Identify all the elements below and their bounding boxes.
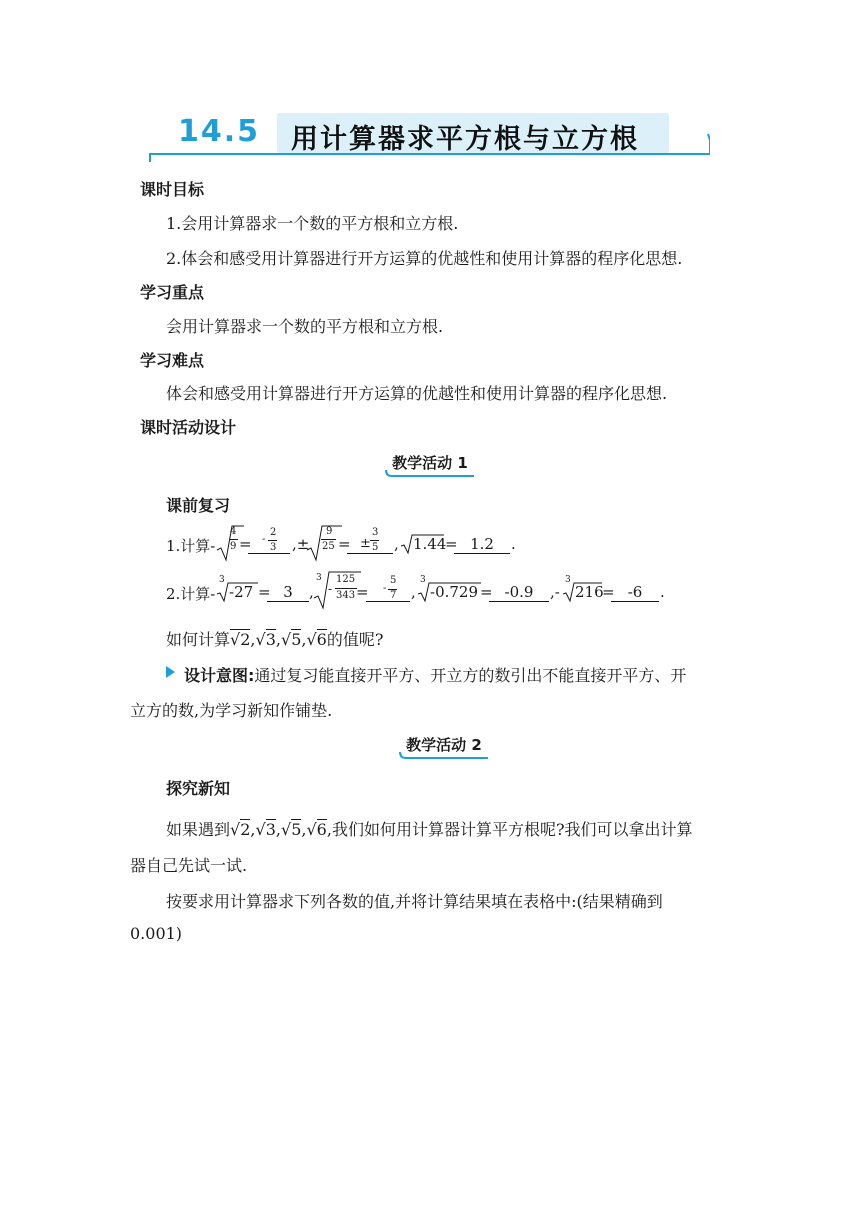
q2-index-1: 3: [219, 575, 225, 585]
p1-root-5: √: [280, 820, 292, 839]
q1-a1-sign: -: [262, 534, 266, 545]
q2-f-bar: [335, 588, 357, 589]
q2-r4: 216: [575, 583, 604, 601]
activity-2-label: 教学活动 2: [406, 736, 482, 754]
q2-r1: -27: [229, 583, 254, 601]
q-root-5: √: [280, 630, 292, 649]
q2-eq4: =: [602, 583, 615, 601]
q2-index-2: 3: [316, 573, 322, 583]
q1-answer-3: 1.2: [454, 535, 510, 554]
p1-prefix: 如果遇到: [166, 820, 231, 839]
subheading-explore: 探究新知: [166, 779, 231, 798]
q-radicand-3: 5: [291, 630, 302, 649]
design-intent-line-1: [184, 663, 686, 686]
activity-underline: [370, 452, 490, 480]
p1-root-2: √: [230, 820, 241, 839]
q2-f-num: 125: [336, 574, 356, 585]
q2-f-sign: -: [328, 582, 333, 596]
q2-index-4: 3: [565, 575, 571, 585]
p1-radicand-4: 6: [316, 820, 327, 839]
q1-end: .: [511, 535, 516, 553]
q-radicand-4: 6: [316, 630, 327, 649]
heading-design: 课时活动设计: [140, 418, 237, 437]
q2-neg: ,-: [550, 583, 560, 601]
question-suffix: 的值呢?: [326, 630, 384, 649]
goal-1: 1.会用计算器求一个数的平方根和立方根.: [166, 214, 459, 233]
q2-a2-num: 5: [390, 575, 397, 586]
section-number: 14.5: [178, 114, 261, 149]
heading-focus: 学习重点: [140, 283, 205, 302]
activity-1-tag: [370, 452, 490, 478]
q1-a1-bar: [268, 540, 277, 541]
q1-eq2: =: [338, 535, 351, 553]
q-radicand-2: 3: [265, 630, 276, 649]
p1-suffix: ,我们如何用计算器计算平方根呢?我们可以拿出计算: [326, 820, 693, 839]
q1-f2-num: 9: [326, 526, 333, 537]
difficulty-text: 体会和感受用计算器进行开方运算的优越性和使用计算器的程序化思想.: [166, 384, 668, 403]
q2-answer-1: 3: [267, 583, 309, 602]
design-intent-label: 设计意图:: [184, 666, 255, 685]
explore-p2-line-1: 按要求用计算器求下列各数的值,并将计算结果填在表格中:(结果精确到: [166, 892, 663, 911]
p1-radicand-3: 5: [291, 820, 302, 839]
q1-a2-sign: ±: [360, 536, 371, 551]
q2-answer-4: -6: [611, 583, 659, 602]
goal-2: 2.体会和感受用计算器进行开方运算的优越性和使用计算器的程序化思想.: [166, 249, 683, 268]
q2-comma1: ,: [309, 583, 314, 601]
heading-difficulty: 学习难点: [140, 351, 205, 370]
subheading-review: 课前复习: [166, 496, 231, 515]
q1-prefix: 1.计算-: [166, 537, 216, 555]
explore-p2-line-2: 0.001): [130, 924, 183, 943]
activity-1-label: 教学活动 1: [392, 454, 468, 472]
q1-a2-num: 3: [372, 527, 379, 538]
q2-answer-3: -0.9: [489, 583, 549, 602]
q2-end: .: [660, 583, 665, 601]
q2-eq2: =: [356, 583, 369, 601]
q1-f2-den: 25: [322, 541, 335, 552]
triangle-bullet-icon: [166, 666, 175, 678]
q1-eq3: =: [445, 535, 458, 553]
explore-p1-line-1: 如果遇到√2,√3,√5,√6,我们如何用计算器计算平方根呢?我们可以拿出计算: [166, 820, 693, 839]
activity-2-tag: [384, 734, 504, 760]
p1-root-6: √: [306, 820, 317, 839]
q2-eq1: =: [258, 583, 271, 601]
focus-text: 会用计算器求一个数的平方根和立方根.: [166, 317, 444, 336]
q1-pm: ,±: [292, 535, 310, 553]
q1-a1-num: 2: [270, 527, 277, 538]
q1-f1-den: 9: [230, 541, 237, 552]
q2-index-3: 3: [420, 575, 426, 585]
design-intent-line-2: 立方的数,为学习新知作铺垫.: [130, 701, 333, 720]
p1-radicand-1: 2: [240, 820, 251, 839]
p1-root-3: √: [255, 820, 266, 839]
q1-f1-bar: [229, 539, 238, 540]
heading-goals: 课时目标: [140, 180, 205, 199]
q-root-6: √: [306, 630, 317, 649]
q1-r3: 1.44: [413, 535, 447, 553]
q2-eq3: =: [480, 583, 493, 601]
q1-comma: ,: [394, 535, 399, 553]
q2-a2-den: 7: [390, 590, 397, 601]
q2-f-den: 343: [336, 590, 356, 601]
q-root-3: √: [255, 630, 266, 649]
activity-underline: [384, 734, 504, 762]
q-radicand-1: 2: [240, 630, 251, 649]
q2-comma2: ,: [411, 583, 416, 601]
q2-r3: -0.729: [430, 583, 479, 601]
q1-a2-den: 5: [372, 542, 379, 553]
question-line: 如何计算√2,√3,√5,√6的值呢?: [166, 630, 384, 649]
q2-prefix: 2.计算-: [166, 585, 216, 603]
explore-p1-line-2: 器自己先试一试.: [130, 856, 248, 875]
question-prefix: 如何计算: [166, 630, 231, 649]
design-intent-text-1: 通过复习能直接开平方、开立方的数引出不能直接开平方、开: [254, 666, 687, 685]
q1-f2-bar: [321, 539, 336, 540]
q2-a2-sign: -: [383, 583, 387, 594]
q1-f1-num: 4: [230, 526, 237, 537]
q1-a1-den: 3: [270, 542, 277, 553]
q1-eq1: =: [239, 535, 252, 553]
p1-radicand-2: 3: [265, 820, 276, 839]
q-root-2: √: [230, 630, 241, 649]
q1-a2-bar: [370, 540, 379, 541]
section-title: 用计算器求平方根与立方根: [291, 124, 639, 155]
